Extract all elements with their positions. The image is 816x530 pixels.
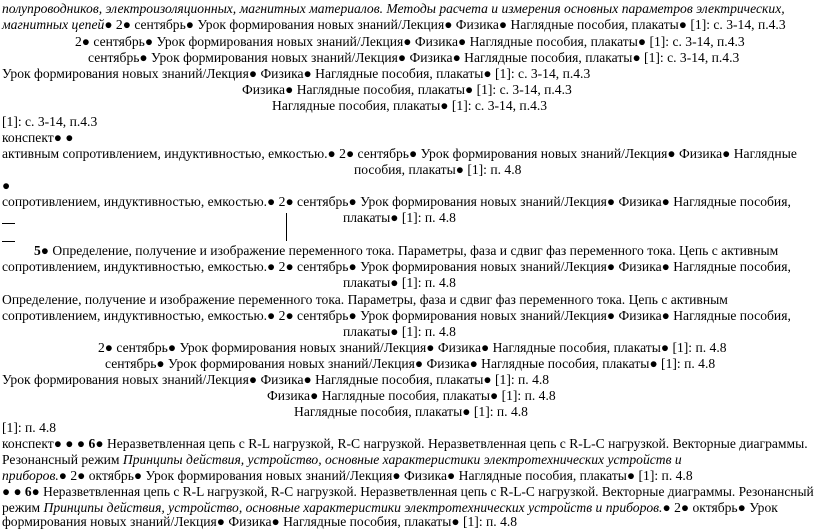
text-line: Наглядные пособия, плакаты● [1]: с. 3-14, п.4.3 bbox=[272, 98, 548, 113]
text-fragment: Неразветвленная цепь с R-L нагрузкой, R-C нагрузкой. Неразветвленная цепь с R-L-C нагрузкой. Векторные диаграммы. bbox=[103, 436, 808, 451]
text-fragment: Резонансный режим bbox=[2, 452, 123, 467]
text-line: плакаты● [1]: п. 4.8 bbox=[343, 275, 456, 290]
text-fragment: ● ● bbox=[2, 484, 25, 499]
text-line: 2● сентябрь● Урок формирования новых знаний/Лекция● Физика● Наглядные пособия, плакаты● [1]: с. 3-14, п.4.3 bbox=[75, 34, 745, 49]
text-fragment: Определение, получение и изображение переменного тока. Параметры, фаза и сдвиг фаз переменного тока. Цепь с активным bbox=[49, 243, 779, 258]
text-line bbox=[2, 17, 786, 33]
text-fragment: ● 2● октябрь● Урок формирования новых знаний/Лекция● Физика● Наглядные пособия, плакаты● [1]: п. 4.8 bbox=[58, 468, 693, 483]
text-line: полупроводников, электроизоляционных, магнитных материалов. Методы расчета и измерения основных параметров электрических, bbox=[2, 1, 785, 16]
text-line: сопротивлением, индуктивностью, емкостью.● 2● сентябрь● Урок формирования новых знаний/Лекция● Физика● Наглядные пособия, bbox=[2, 308, 791, 323]
text-fragment-italic: магнитных цепей bbox=[2, 17, 105, 32]
text-line: [1]: п. 4.8 bbox=[2, 420, 57, 435]
text-line: ● bbox=[2, 178, 11, 193]
text-line: конспект● ● bbox=[2, 130, 74, 145]
text-fragment: конспект● ● ● bbox=[2, 436, 89, 451]
text-line: Физика● Наглядные пособия, плакаты● [1]: п. 4.8 bbox=[267, 388, 556, 403]
text-line bbox=[2, 436, 808, 452]
text-line: [1]: с. 3-14, п.4.3 bbox=[2, 114, 98, 129]
text-line: Определение, получение и изображение переменного тока. Параметры, фаза и сдвиг фаз переменного тока. Цепь с активным bbox=[2, 292, 728, 307]
dash-mark bbox=[2, 223, 15, 224]
item-number: 5● bbox=[34, 243, 50, 258]
text-line: 2● сентябрь● Урок формирования новых знаний/Лекция● Физика● Наглядные пособия, плакаты● [1]: п. 4.8 bbox=[98, 340, 727, 355]
text-line: сопротивлением, индуктивностью, емкостью.● 2● сентябрь● Урок формирования новых знаний/Лекция● Физика● Наглядные пособия, bbox=[2, 194, 791, 209]
text-line bbox=[2, 452, 682, 468]
text-line: Урок формирования новых знаний/Лекция● Физика● Наглядные пособия, плакаты● [1]: с. 3-14, п.4.3 bbox=[2, 66, 591, 81]
text-line: формирования новых знаний/Лекция● Физика● Наглядные пособия, плакаты● [1]: п. 4.8 bbox=[2, 514, 518, 529]
text-fragment: режим bbox=[2, 500, 44, 515]
text-fragment: Неразветвленная цепь с R-L нагрузкой, R-C нагрузкой. Неразветвленная цепь с R-L-C нагрузкой. Векторные диаграммы. Резонансный bbox=[39, 484, 814, 499]
text-line: сопротивлением, индуктивностью, емкостью.● 2● сентябрь● Урок формирования новых знаний/Лекция● Физика● Наглядные пособия, bbox=[2, 259, 791, 274]
text-fragment-italic: Принципы действия, устройство, основные характеристики электротехнических устройств и bbox=[122, 452, 682, 467]
text-line bbox=[2, 484, 814, 500]
text-line: сентябрь● Урок формирования новых знаний/Лекция● Физика● Наглядные пособия, плакаты● [1]: п. 4.8 bbox=[105, 356, 716, 371]
vertical-rule bbox=[286, 213, 287, 241]
text-line: Урок формирования новых знаний/Лекция● Физика● Наглядные пособия, плакаты● [1]: п. 4.8 bbox=[2, 372, 550, 387]
text-line: пособия, плакаты● [1]: п. 4.8 bbox=[354, 162, 522, 177]
dash-mark bbox=[2, 241, 15, 242]
text-line: плакаты● [1]: п. 4.8 bbox=[343, 324, 456, 339]
text-fragment: ● 2● октябрь● Урок bbox=[662, 500, 778, 515]
item-number: 6● bbox=[24, 484, 40, 499]
text-line: Наглядные пособия, плакаты● [1]: п. 4.8 bbox=[294, 404, 528, 419]
text-fragment-italic: Принципы действия, устройство, основные характеристики электротехнических устройств и приборов. bbox=[43, 500, 663, 515]
text-line bbox=[2, 468, 693, 484]
text-line bbox=[34, 243, 778, 259]
text-fragment: ● 2● сентябрь● Урок формирования новых знаний/Лекция● Физика● Наглядные пособия, плакаты● [1]: с. 3-14, п.4.3 bbox=[104, 17, 786, 32]
text-line: плакаты● [1]: п. 4.8 bbox=[343, 210, 456, 225]
item-number: 6● bbox=[88, 436, 104, 451]
text-fragment-italic: приборов. bbox=[2, 468, 59, 483]
text-line: активным сопротивлением, индуктивностью, емкостью.● 2● сентябрь● Урок формирования новых знаний/Лекция● Физика● Наглядные bbox=[2, 146, 797, 161]
text-line: Физика● Наглядные пособия, плакаты● [1]: с. 3-14, п.4.3 bbox=[242, 82, 572, 97]
text-line: сентябрь● Урок формирования новых знаний/Лекция● Физика● Наглядные пособия, плакаты● [1]: с. 3-14, п.4.3 bbox=[88, 50, 740, 65]
